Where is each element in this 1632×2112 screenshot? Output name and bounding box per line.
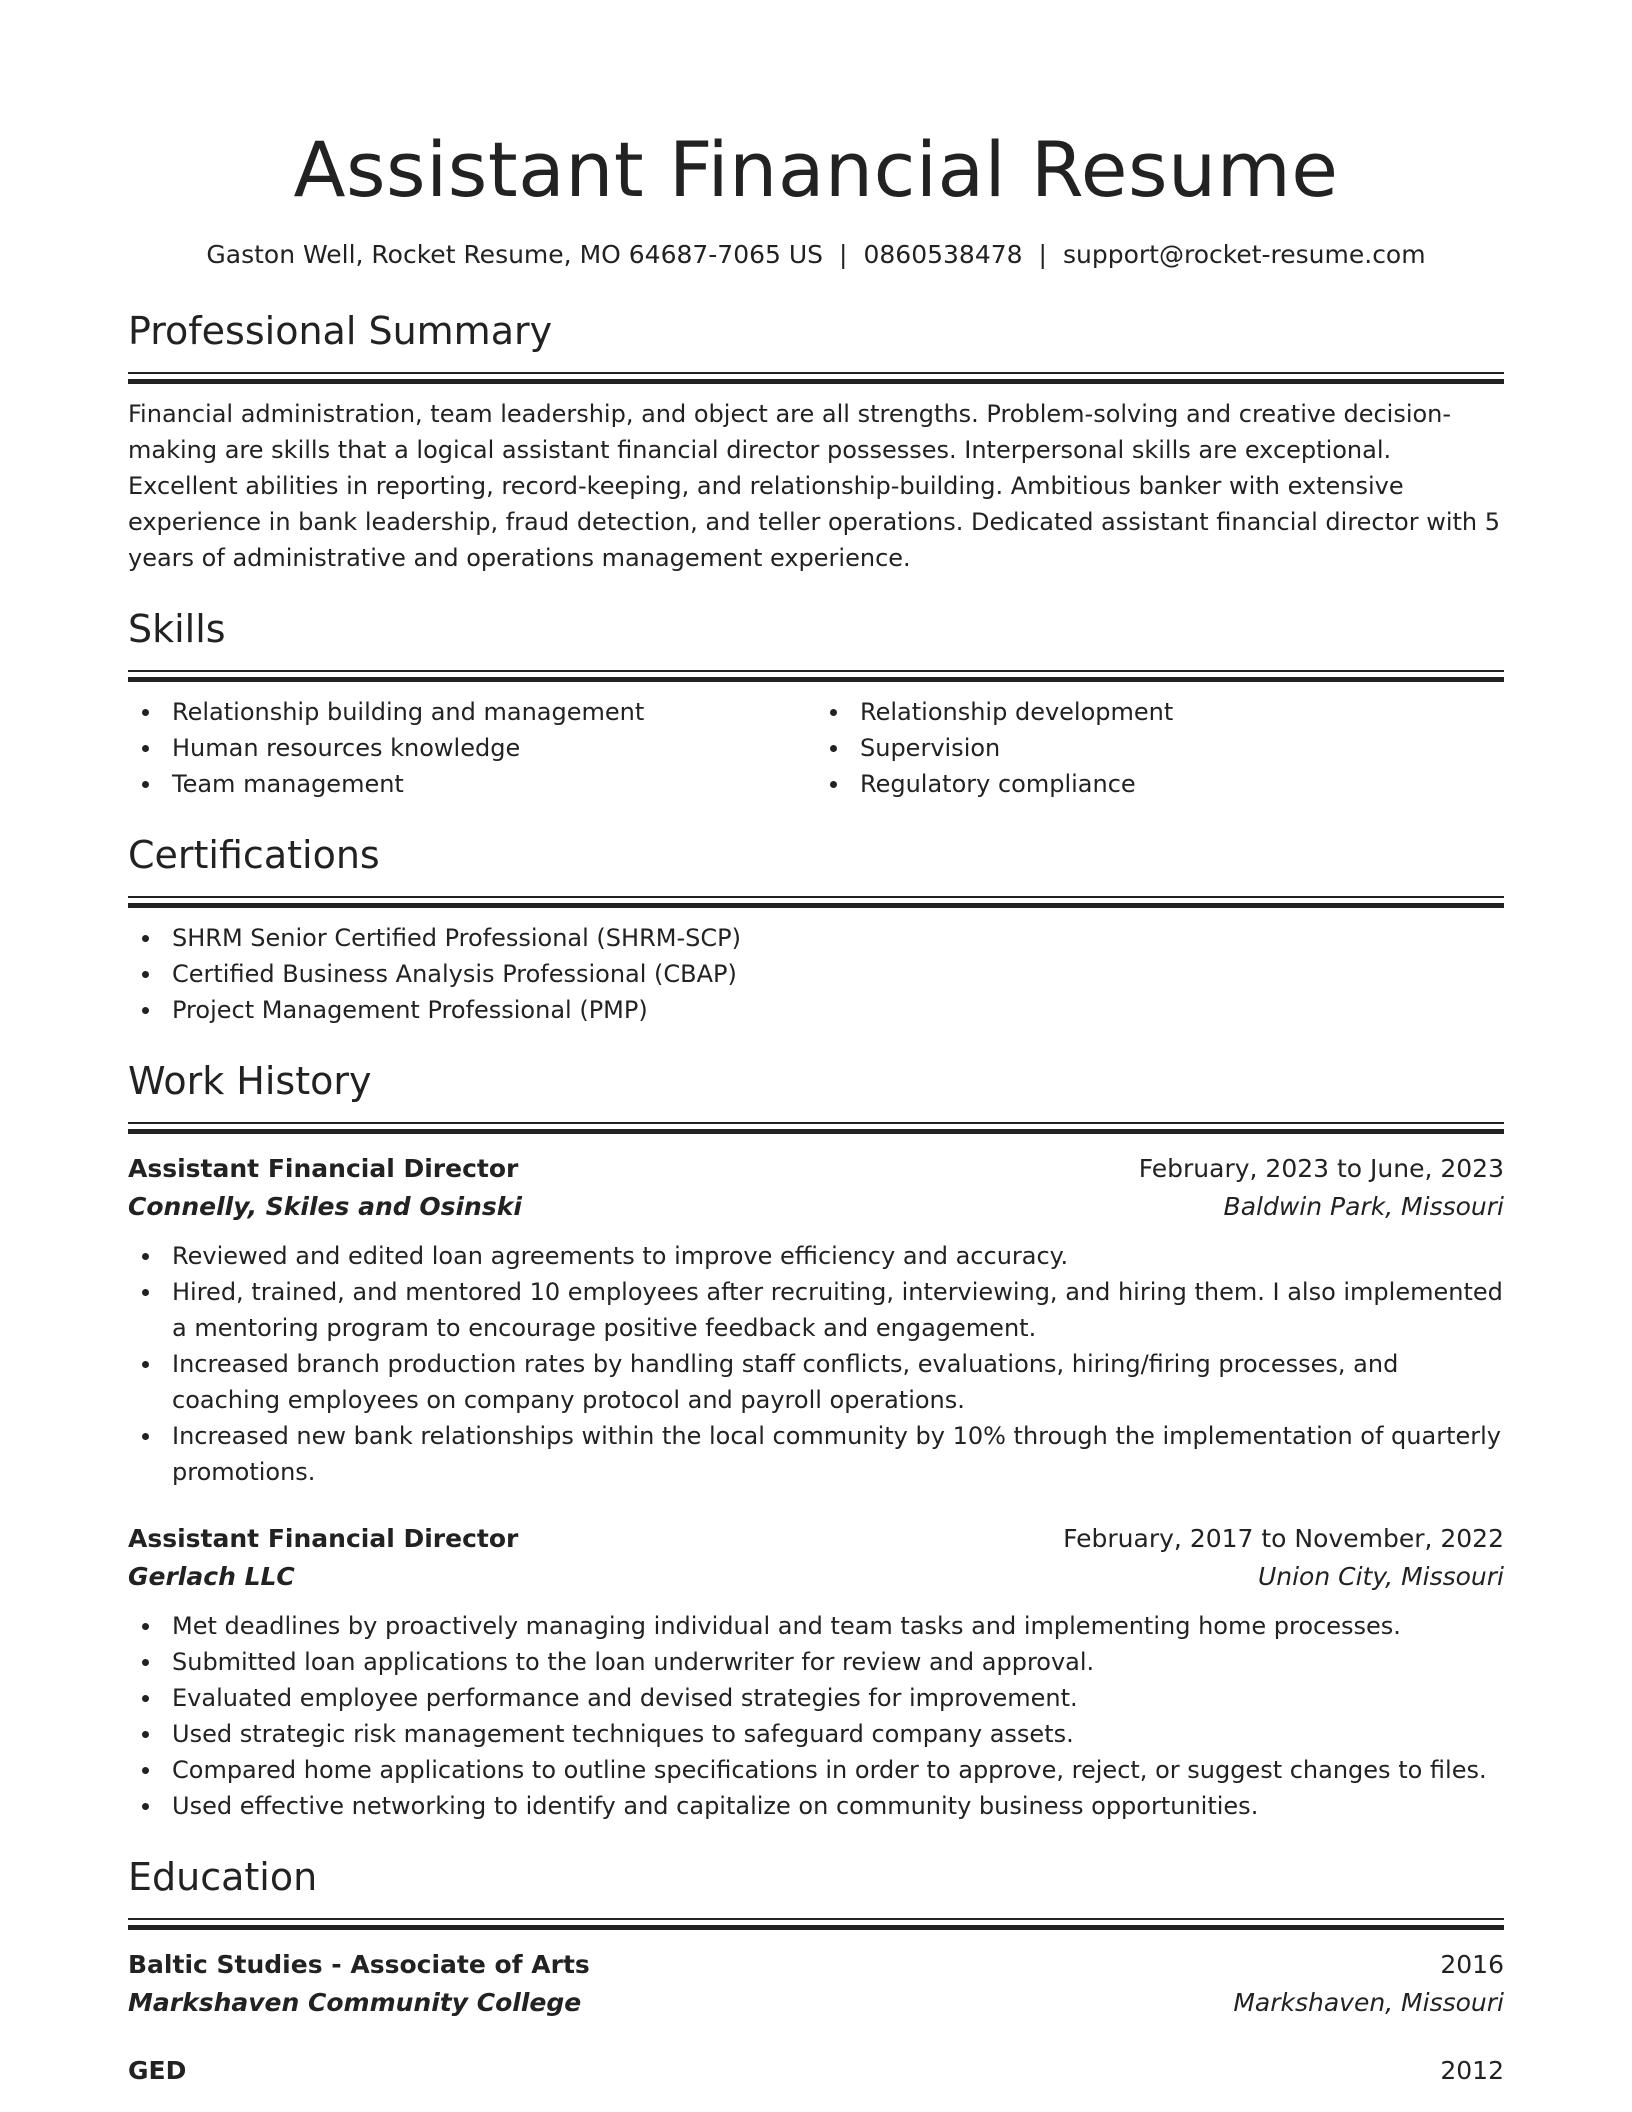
job-bullet: Submitted loan applications to the loan underwriter for review and approval.: [128, 1644, 1504, 1680]
job-bullet: Compared home applications to outline specifications in order to approve, reject, or suggest changes to files.: [128, 1752, 1504, 1788]
skill-item: Regulatory compliance: [816, 766, 1504, 802]
job-entry: [128, 1150, 1504, 1490]
page-title: Assistant Financial Resume: [293, 125, 1339, 214]
section-heading-education: Education: [128, 1855, 318, 1899]
job-entry: [128, 1520, 1504, 1824]
education-entry: [128, 2052, 1504, 2090]
contact-separator: |: [839, 240, 848, 269]
education-school-row: [128, 1984, 1504, 2022]
job-bullets: [128, 1608, 1504, 1824]
skill-item: Relationship building and management: [128, 694, 816, 730]
summary-section: [128, 306, 1504, 576]
job-header-row: [128, 1520, 1504, 1558]
section-divider: [128, 1918, 1504, 1928]
education-section: [128, 1852, 1504, 2090]
education-year: 2012: [1440, 2056, 1504, 2085]
skill-item: Supervision: [816, 730, 1504, 766]
certification-item: Certified Business Analysis Professional (CBAP): [128, 956, 1504, 992]
education-location: Markshaven, Missouri: [1233, 1988, 1504, 2017]
job-bullet: Used effective networking to identify and capitalize on community business opportunities.: [128, 1788, 1504, 1824]
job-company: Connelly, Skiles and Osinski: [128, 1192, 522, 1221]
skill-item: Team management: [128, 766, 816, 802]
section-divider: [128, 896, 1504, 906]
contact-address: Gaston Well, Rocket Resume, MO 64687-7065 US: [206, 240, 824, 269]
job-title: Assistant Financial Director: [128, 1524, 519, 1553]
job-bullet: Reviewed and edited loan agreements to improve efficiency and accuracy.: [128, 1238, 1504, 1274]
job-bullet: Increased branch production rates by handling staff conflicts, evaluations, hiring/firing processes, and coaching employees on company protocol and payroll operations.: [128, 1346, 1504, 1418]
job-header-row: [128, 1150, 1504, 1188]
job-company: Gerlach LLC: [128, 1562, 295, 1591]
job-bullet: Met deadlines by proactively managing individual and team tasks and implementing home processes.: [128, 1608, 1504, 1644]
section-divider: [128, 670, 1504, 680]
section-heading-summary: Professional Summary: [128, 309, 553, 353]
job-title: Assistant Financial Director: [128, 1154, 519, 1183]
job-bullets: [128, 1238, 1504, 1490]
education-year: 2016: [1440, 1950, 1504, 1979]
section-heading-certifications: Certifications: [128, 833, 380, 877]
summary-text: Financial administration, team leadership, and object are all strengths. Problem-solving and creative decision-making are skills that a logical assistant financial director possesses. Interpersonal skills are exceptional. Excellent abilities in reporting, record-keeping, and relationship-building. Ambitious banker with extensive experience in bank leadership, fraud detection, and teller operations. Dedicated assistant financial director with 5 years of administrative and operations management experience.: [128, 400, 1501, 572]
job-location: Union City, Missouri: [1257, 1562, 1504, 1591]
education-header-row: [128, 2052, 1504, 2090]
job-company-row: [128, 1558, 1504, 1596]
skill-item: Human resources knowledge: [128, 730, 816, 766]
job-bullet: Increased new bank relationships within the local community by 10% through the implementation of quarterly promotions.: [128, 1418, 1504, 1490]
section-heading-work-history: Work History: [128, 1059, 372, 1103]
skill-item: Relationship development: [816, 694, 1504, 730]
certification-item: SHRM Senior Certified Professional (SHRM-SCP): [128, 920, 1504, 956]
contact-separator: |: [1038, 240, 1047, 269]
section-heading-skills: Skills: [128, 607, 226, 651]
certifications-list: [128, 920, 1504, 1028]
certifications-section: [128, 830, 1504, 1028]
certification-item: Project Management Professional (PMP): [128, 992, 1504, 1028]
work-history-section: [128, 1056, 1504, 1824]
job-bullet: Used strategic risk management techniques to safeguard company assets.: [128, 1716, 1504, 1752]
education-school: Markshaven Community College: [128, 1988, 582, 2017]
job-bullet: Hired, trained, and mentored 10 employees after recruiting, interviewing, and hiring them. I also implemented a mentoring program to encourage positive feedback and engagement.: [128, 1274, 1504, 1346]
skills-section: [128, 604, 1504, 802]
job-dates: February, 2023 to June, 2023: [1138, 1154, 1504, 1183]
job-location: Baldwin Park, Missouri: [1223, 1192, 1504, 1221]
section-divider: [128, 372, 1504, 382]
section-divider: [128, 1122, 1504, 1132]
job-company-row: [128, 1188, 1504, 1226]
skills-list-left: [128, 694, 816, 802]
contact-line: [128, 238, 1504, 272]
skills-list-right: [816, 694, 1504, 802]
contact-email: support@rocket-resume.com: [1062, 240, 1426, 269]
education-degree: GED: [128, 2056, 187, 2085]
education-entry: [128, 1946, 1504, 2022]
job-dates: February, 2017 to November, 2022: [1063, 1524, 1504, 1553]
education-degree: Baltic Studies - Associate of Arts: [128, 1950, 590, 1979]
contact-phone: 0860538478: [863, 240, 1023, 269]
job-bullet: Evaluated employee performance and devised strategies for improvement.: [128, 1680, 1504, 1716]
skills-grid: [128, 680, 1504, 802]
education-header-row: [128, 1946, 1504, 1984]
